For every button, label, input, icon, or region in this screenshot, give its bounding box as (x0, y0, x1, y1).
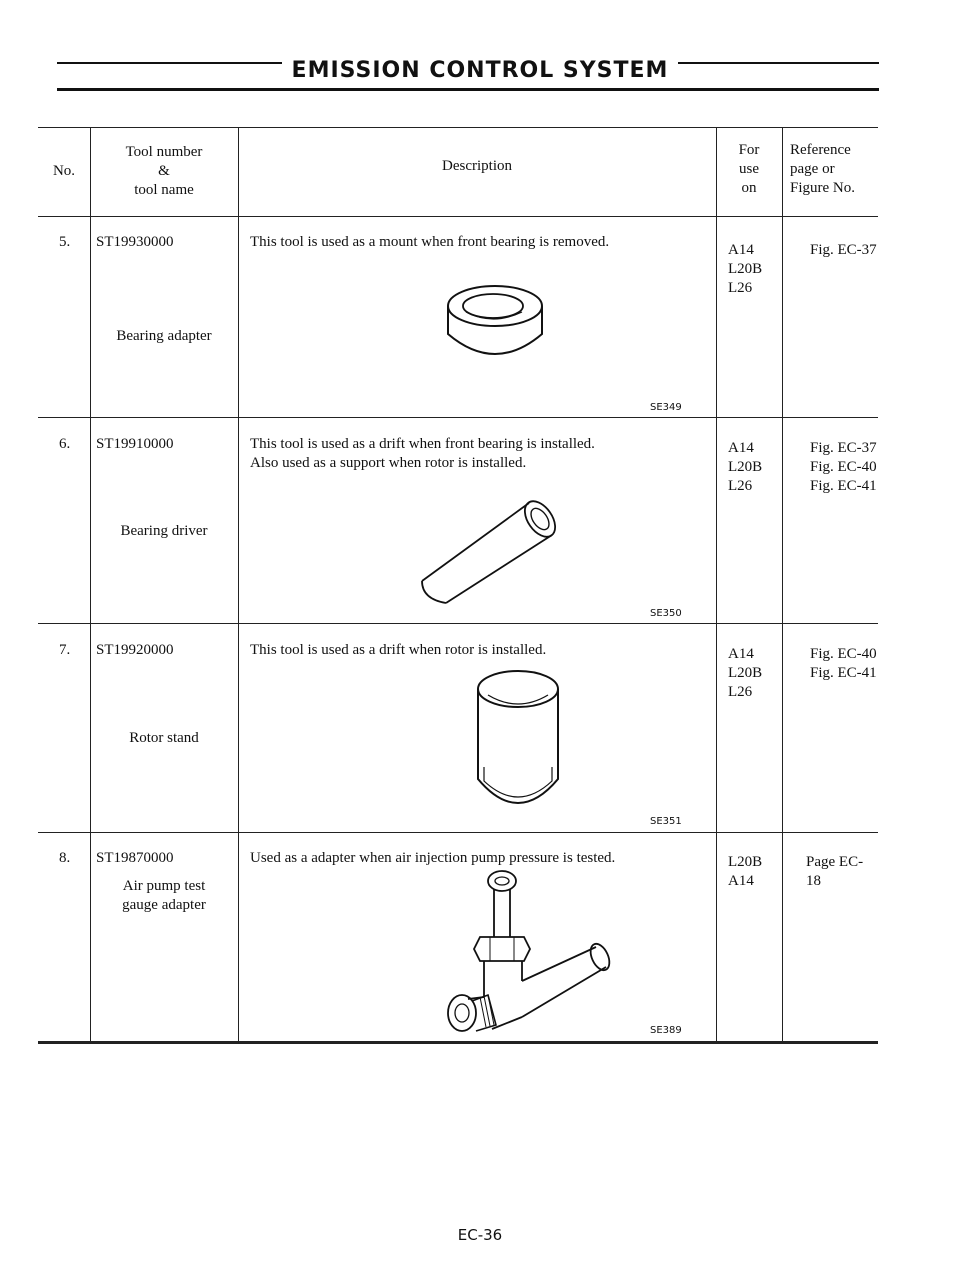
tool-name (90, 522, 238, 541)
column-divider (716, 127, 717, 1043)
reference-item: Fig. EC-41 (810, 665, 877, 681)
use-on-list (728, 645, 762, 702)
header-for-use-on (716, 141, 782, 198)
air-pump-gauge-adapter-illustration (438, 867, 618, 1037)
figure-code: SE389 (650, 1025, 682, 1036)
row-number: 7. (59, 642, 71, 658)
page-number: EC-36 (457, 1226, 503, 1244)
use-on-list (728, 853, 762, 891)
row-divider (38, 623, 878, 624)
table-bottom-rule (38, 1041, 878, 1044)
bearing-driver-illustration (418, 495, 568, 607)
description-line1: This tool is used as a drift when rotor is installed. (250, 642, 547, 658)
row-divider (38, 832, 878, 833)
reference-item: Fig. EC-40 (810, 459, 877, 475)
header-ref-line1: Reference (790, 142, 851, 158)
use-on-item: L20B (728, 261, 763, 277)
use-on-item: A14 (728, 646, 754, 662)
tool-name-line1: Bearing driver (120, 523, 208, 539)
tool-name (90, 729, 238, 748)
tool-description (250, 233, 710, 252)
description-line1: This tool is used as a mount when front bearing is removed. (250, 234, 610, 250)
header-use-line3: on (741, 180, 757, 196)
figure-code: SE349 (650, 402, 682, 413)
use-on-item: A14 (728, 242, 754, 258)
header-tool-line3: tool name (134, 182, 194, 198)
table-top-rule (38, 127, 878, 128)
rotor-stand-illustration (470, 667, 566, 815)
column-divider (782, 127, 783, 1043)
header-ref-line2: page or (790, 161, 835, 177)
tool-description (250, 641, 710, 660)
use-on-item: A14 (728, 440, 754, 456)
reference-item: Fig. EC-40 (810, 646, 877, 662)
use-on-list (728, 241, 762, 298)
reference-item: Page EC-18 (806, 854, 864, 889)
tool-number: ST19870000 (96, 850, 174, 866)
figure-code: SE351 (650, 816, 682, 827)
reference-list (806, 853, 878, 891)
page-title-text: EMISSION CONTROL SYSTEM (282, 58, 679, 83)
header-tool-line2: & (158, 163, 170, 179)
use-on-item: L20B (728, 459, 763, 475)
description-line1: Used as a adapter when air injection pump pressure is tested. (250, 850, 616, 866)
reference-list (810, 241, 877, 260)
header-tool (90, 143, 238, 200)
header-description: Description (442, 158, 512, 174)
use-on-item: L26 (728, 684, 753, 700)
use-on-item: A14 (728, 873, 754, 889)
tool-name-line2: gauge adapter (122, 897, 206, 913)
row-divider (38, 417, 878, 418)
reference-item: Fig. EC-37 (810, 440, 877, 456)
special-tools-table (38, 127, 878, 1043)
tool-name (90, 877, 238, 915)
row-number: 6. (59, 436, 71, 452)
header-no: No. (52, 163, 76, 179)
tool-name (90, 327, 238, 346)
row-number: 5. (59, 234, 71, 250)
description-line1: This tool is used as a drift when front bearing is installed. (250, 436, 595, 452)
tool-number: ST19910000 (96, 436, 174, 452)
tool-description (250, 435, 710, 473)
header-tool-line1: Tool number (125, 144, 203, 160)
tool-number: ST19930000 (96, 234, 174, 250)
use-on-item: L26 (728, 478, 753, 494)
tool-description (250, 849, 710, 868)
header-use-line2: use (739, 161, 759, 177)
reference-item: Fig. EC-37 (810, 242, 877, 258)
tool-name-line1: Bearing adapter (116, 328, 212, 344)
table-header-rule (38, 216, 878, 217)
use-on-item: L26 (728, 280, 753, 296)
reference-list (810, 645, 877, 683)
header-reference (790, 141, 878, 198)
use-on-item: L20B (728, 854, 763, 870)
reference-item: Fig. EC-41 (810, 478, 877, 494)
header-use-line1: For (738, 142, 760, 158)
use-on-list (728, 439, 762, 496)
header-ref-line3: Figure No. (790, 180, 855, 196)
bearing-adapter-illustration (440, 282, 550, 362)
use-on-item: L20B (728, 665, 763, 681)
description-line2: Also used as a support when rotor is installed. (250, 455, 527, 471)
figure-code: SE350 (650, 608, 682, 619)
tool-name-line1: Air pump test (122, 878, 206, 894)
tool-name-line1: Rotor stand (129, 730, 199, 746)
reference-list (810, 439, 877, 496)
tool-number: ST19920000 (96, 642, 174, 658)
column-divider (238, 127, 239, 1043)
row-number: 8. (59, 850, 71, 866)
page-title (0, 58, 960, 83)
header-rule-bottom (57, 88, 879, 91)
